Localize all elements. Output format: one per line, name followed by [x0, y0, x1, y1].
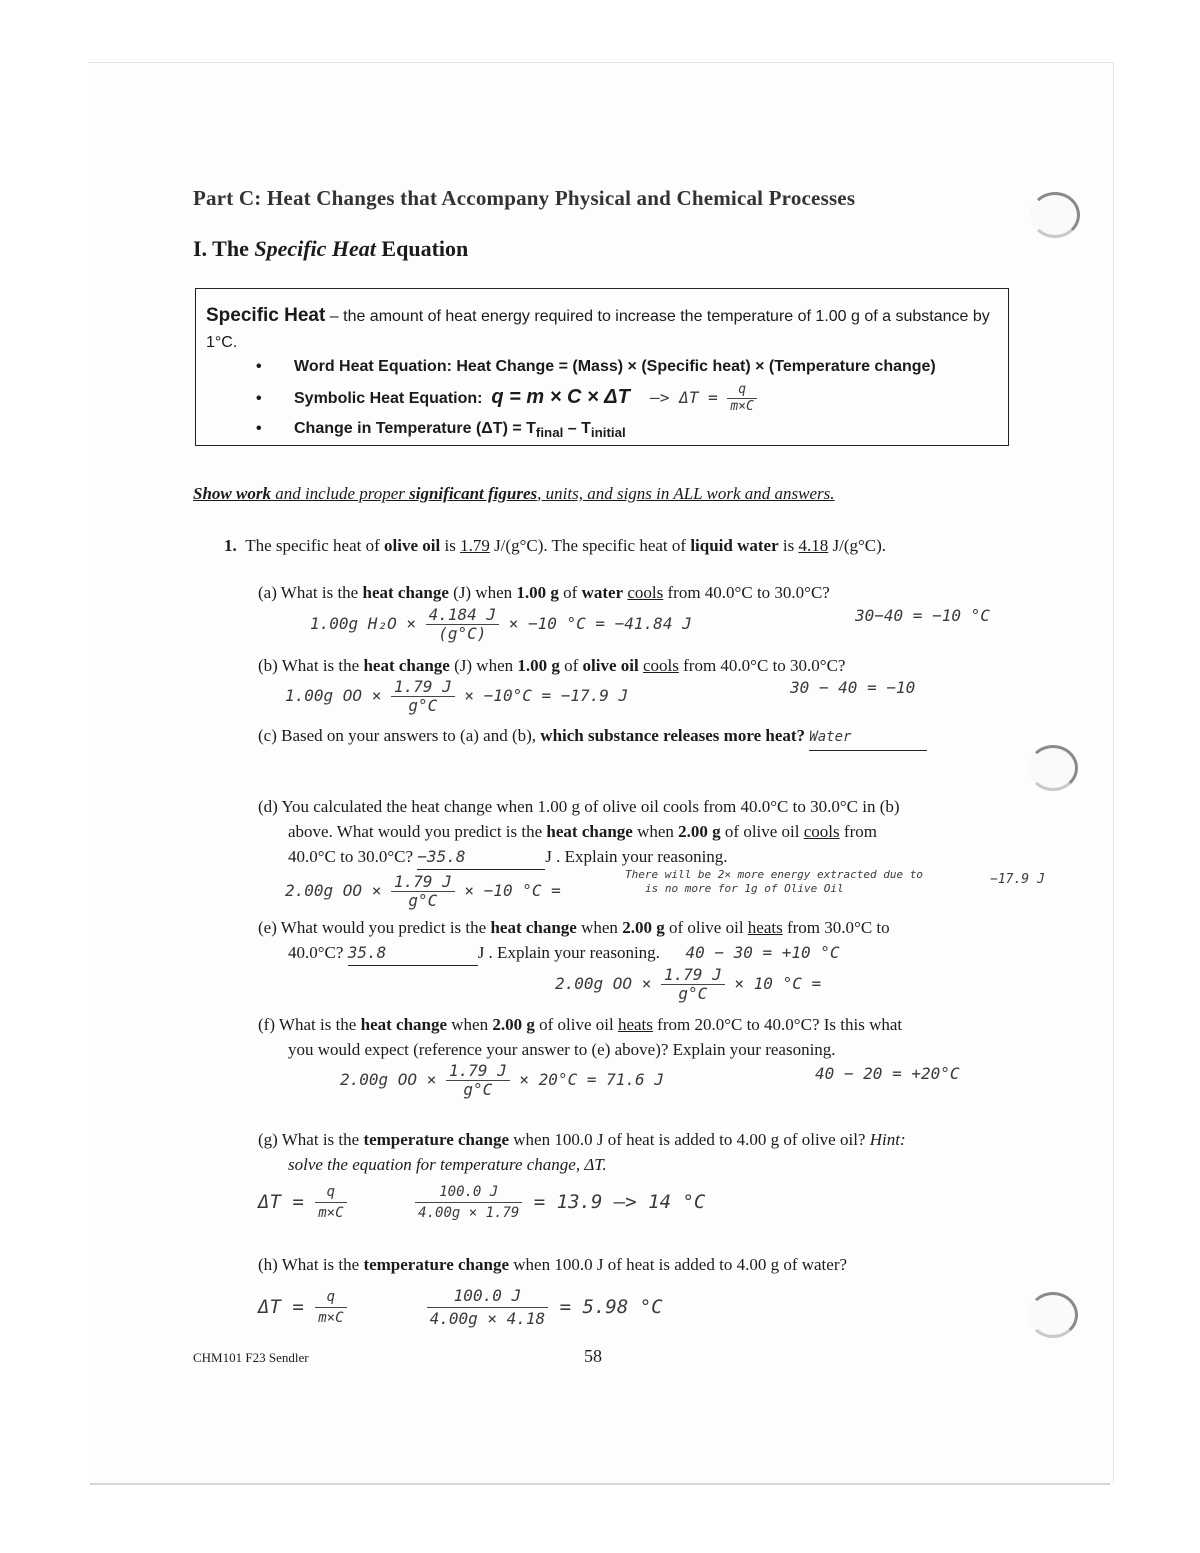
symbolic-equation: • Symbolic Heat Equation: q = m × C × ΔT —> ΔT = $\frac{q}{m\times C}$: [256, 382, 936, 413]
handwritten-work-1h: ΔT = $\frac{q}{m\times C}$ $\frac{100.0 J}{4.00g \times 4.18}$ = 5.98 °C: [258, 1286, 663, 1328]
question-1b: (b) What is the heat change (J) when 1.00 g of olive oil cools from 40.0°C to 30.0°C?: [258, 656, 846, 675]
question-1h: (h) What is the temperature change when 100.0 J of heat is added to 4.00 g of water?: [258, 1255, 848, 1274]
part-title: Part C: Heat Changes that Accompany Physical and Chemical Processes: [193, 186, 856, 210]
question-1g: (g) What is the temperature change when 100.0 J of heat is added to 4.00 g of olive oil? Hint: solve the equation for temperature change, ΔT.: [258, 1130, 906, 1174]
equation-list: [256, 351, 936, 444]
temperature-change-equation: • Change in Temperature $(\Delta T) = T_{final} - T_{initial}$: [256, 420, 626, 441]
binder-hole-icon: [1028, 1292, 1078, 1338]
handwritten-rearrangement: —> ΔT = $\frac{q}{m\times C}$: [650, 388, 757, 407]
instructions: Show work and include proper significant figures, units, and signs in ALL work and answers.: [193, 484, 835, 503]
handwritten-answer-1d: −35.8: [417, 847, 466, 866]
definition-term: Specific Heat: [206, 305, 326, 326]
question-1c: (c) Based on your answers to (a) and (b), which substance releases more heat? Water: [258, 723, 927, 751]
handwritten-work-1d: 2.00g OO × $\frac{1.79 J}{g^\circ C}$ × −10 °C =: [285, 872, 561, 910]
question-1a: (a) What is the heat change (J) when 1.00 g of water cools from 40.0°C to 30.0°C?: [258, 583, 830, 602]
page-number: 58: [584, 1346, 602, 1366]
handwritten-reasoning-1d: There will be 2× more energy extracted due to is no more for 1g of Olive Oil: [625, 868, 924, 895]
handwritten-note-1b: 30 − 40 = −10: [790, 678, 916, 697]
handwritten-answer-1c: Water: [809, 729, 852, 745]
definition-box: [195, 288, 1009, 446]
handwritten-note-1f: 40 − 20 = +20°C: [815, 1064, 960, 1083]
question-1e: (e) What would you predict is the heat change when 2.00 g of olive oil heats from 30.0°C to 40.0°C? 35.8 J . Explain your reasoning. 40 − 30 = +10 °C: [258, 915, 890, 966]
handwritten-work-1b: 1.00g OO × $\frac{1.79 J}{g^\circ C}$ × −10°C = −17.9 J: [285, 677, 629, 715]
handwritten-work-1g: ΔT = $\frac{q}{m\times C}$ $\frac{100.0 J}{4.00g \times 1.79}$ = 13.9 —> 14 °C: [258, 1184, 706, 1221]
word-equation: • Word Heat Equation: Heat Change = (Mass) × (Specific heat) × (Temperature change): [256, 358, 936, 375]
question-1f: (f) What is the heat change when 2.00 g of olive oil heats from 20.0°C to 40.0°C? Is this what you would expect (reference your answer to (e) above)? Explain your reasoning.: [258, 1015, 903, 1059]
section-title: I. The Specific Heat Equation: [193, 236, 469, 261]
definition-text: Specific Heat – the amount of heat energy required to increase the temperature of 1.00 g of a substance by 1°C.: [206, 305, 990, 351]
scan-edge-line: [90, 1483, 1110, 1485]
course-footer: CHM101 F23 Sendler: [193, 1350, 309, 1365]
handwritten-answer-1e: 35.8: [347, 943, 387, 962]
handwritten-note-1d: −17.9 J: [990, 872, 1045, 887]
question-1: 1. The specific heat of olive oil is 1.79 J/(g°C). The specific heat of liquid water is 4.18 J/(g°C).: [224, 536, 887, 555]
handwritten-work-1f: 2.00g OO × $\frac{1.79 J}{g^\circ C}$ × 20°C = 71.6 J: [340, 1061, 664, 1099]
binder-hole-icon: [1028, 745, 1078, 791]
handwritten-work-1a: 1.00g H₂O × $\frac{4.184 J}{(g^\circ C)}$ × −10 °C = −41.84 J: [310, 605, 692, 643]
handwritten-note-1a: 30−40 = −10 °C: [855, 606, 990, 625]
handwritten-note-1e: 40 − 30 = +10 °C: [685, 943, 840, 962]
question-1d: (d) You calculated the heat change when 1.00 g of olive oil cools from 40.0°C to 30.0°C in (b) above. What would you predict is the heat change when 2.00 g of olive oil cools from 40.0°C to 30.0°C? −35.8 J . Explain your reasoning.: [258, 794, 900, 870]
binder-hole-icon: [1030, 192, 1080, 238]
symbolic-formula: q = m × C × ΔT: [491, 386, 630, 408]
handwritten-work-1e: 2.00g OO × $\frac{1.79 J}{g^\circ C}$ × 10 °C =: [555, 965, 822, 1003]
